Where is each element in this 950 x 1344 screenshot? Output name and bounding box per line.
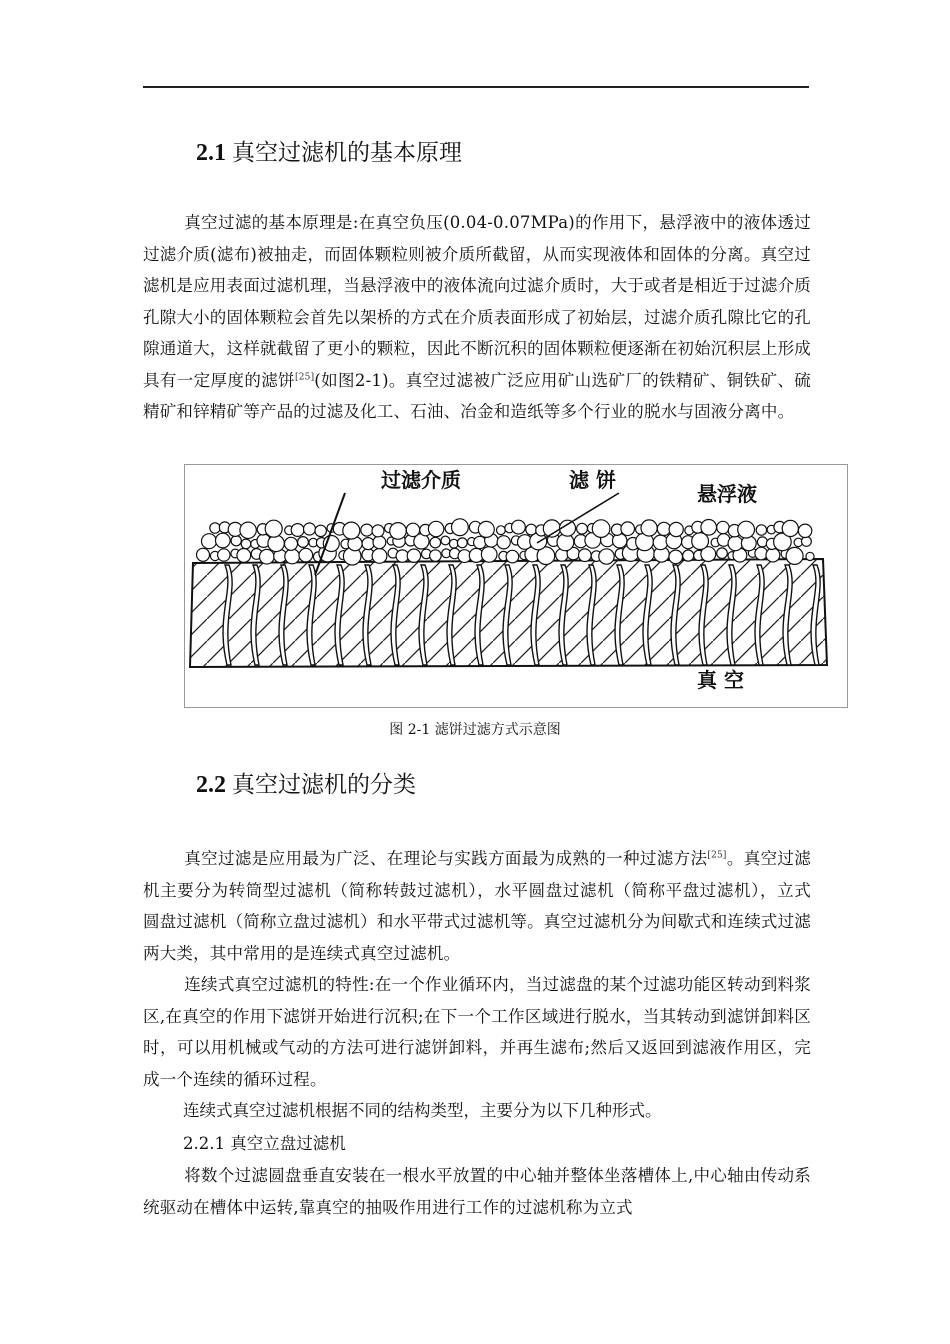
cake-particle [241,539,251,549]
label-suspension: 悬浮液 [697,482,757,506]
section-title: 真空过滤机的分类 [232,772,416,798]
section-title: 真空过滤机的基本原理 [232,140,462,166]
cake-particle [717,548,728,559]
subsection-heading-2-2-1: 2.2.1 真空立盘过滤机 [183,1134,346,1153]
cake-particle [373,536,386,549]
cake-particle [717,521,729,533]
cake-particle [806,552,814,560]
cake-particle [390,523,407,540]
cake-particle [361,524,373,536]
citation-ref: [25] [295,372,315,382]
cake-particle [268,535,284,551]
cake-particle [592,520,610,538]
paragraph-disc-filter: 将数个过滤圆盘垂直安装在一根水平放置的中心轴并整体坐落槽体上,中心轴由传动系统驱动在槽体中运转,靠真空的抽吸作用进行工作的过滤机称为立式 [143,1166,811,1217]
label-vacuum: 真 空 [697,668,744,692]
filter-cake-diagram [185,465,847,707]
cake-particle [506,550,519,563]
cake-particle [478,521,494,537]
cake-particle [738,521,755,538]
cake-particle [216,533,231,548]
cake-particle [291,524,304,537]
cake-particle [407,549,420,562]
cake-particle [299,548,313,562]
cake-particle [481,547,497,563]
section-number: 2.1 [196,140,226,166]
header-rule [143,86,809,88]
cake-particles [197,519,815,565]
paragraph-classification: 真空过滤是应用最为广泛、在理论与实践方面最为成熟的一种过滤方法[25]。真空过滤机主要分为转筒型过滤机（简称转鼓过滤机），水平圆盘过滤机（简称平盘过滤机），立式圆盘过滤机（简称立盘过滤机）和水平带式过滤机等。真空过滤机分为间歇式和连续式过滤两大类，其中常用的是连续式真空过滤机。 [143,849,812,963]
cake-particle [701,520,717,536]
cake-particle [260,549,275,564]
cake-particle [343,522,360,539]
cake-particle [428,521,443,536]
cake-particle [285,549,300,564]
cake-particle [641,520,657,536]
cake-particle [441,536,450,545]
cake-particle [210,523,220,533]
label-filter-medium: 过滤介质 [381,468,461,492]
cake-particle [285,537,298,550]
paragraph-principle: 真空过滤的基本原理是:在真空负压(0.04-0.07MPa)的作用下，悬浮液中的液体透过过滤介质(滤布)被抽走，而固体颗粒则被介质所截留，从而实现液体和固体的分离。真空过滤机是应用表面过滤机理，当悬浮液中的液体流向过滤介质时，大于或者是相近于过滤介质孔隙大小的固体颗粒会首先以架桥的方式在介质表面形成了初始层，过滤介质孔隙比它的孔隙通道大，这样就截留了更小的颗粒，因此不断沉积的固体颗粒便逐渐在初始沉积层上形成具有一定厚度的滤饼[25](如图2-1)。真空过滤被广泛应用矿山选矿厂的铁精矿、铜铁矿、硫精矿和锌精矿等产品的过滤及化工、石油、冶金和造纸等多个行业的脱水与固液分离中。 [143,213,811,421]
cake-particle [621,522,635,536]
cake-particle [728,536,743,551]
cake-particle [240,522,256,538]
cake-particle [653,535,668,550]
cake-particle [197,548,210,561]
cake-particle [430,537,441,548]
cake-particle [304,523,316,535]
cake-particle [457,538,467,548]
cake-particle [613,534,627,548]
label-filter-cake: 滤 饼 [569,468,616,492]
cake-particle [683,550,694,561]
cake-particle [231,536,241,546]
cake-particle [526,524,537,535]
section-heading-2-1 [196,138,462,168]
cake-particle [786,547,803,564]
paragraph-types-intro: 连续式真空过滤机根据不同的结构类型，主要分为以下几种形式。 [183,1101,662,1120]
cake-particle [512,520,526,534]
paragraph-continuous: 连续式真空过滤机的特性:在一个作业循环内，当过滤盘的某个过滤功能区转动到料浆区,在真空的作用下滤饼开始进行沉积;在下一个工作区域进行脱水，当其转动到滤饼卸料区时，可以用机械或气动的方法可进行滤饼卸料，并再生滤布;然后又返回到滤液作用区，完成一个连续的循环过程。 [143,975,811,1089]
cake-particle [406,523,419,536]
cake-particle [202,534,217,549]
citation-ref: [25] [707,850,727,861]
cake-particle [298,537,309,548]
cake-particle [579,549,592,562]
cake-particle [669,550,683,564]
cake-particle [577,523,588,534]
cake-particle [452,519,469,536]
cake-particle [756,525,766,535]
cake-particle [372,525,384,537]
section-number: 2.2 [196,772,226,798]
cake-particle [599,549,614,564]
cake-particle [265,520,282,537]
cake-particle [497,526,506,535]
cake-particle [315,525,326,536]
cake-particle [474,536,486,548]
cake-particle [657,522,670,535]
cake-particle [237,549,251,563]
cake-particle [782,520,798,536]
cake-particle [669,522,683,536]
cake-particle [766,548,780,562]
cake-particle [430,550,442,562]
section-heading-2-2 [196,770,416,800]
cake-particle [372,549,387,564]
cake-particle [218,549,230,561]
figure-filter-cake [184,464,848,708]
figure-caption: 图 2-1 滤饼过滤方式示意图 [389,722,561,738]
cake-particle [362,538,374,550]
cake-particle [798,524,811,537]
cake-particle [497,536,510,549]
